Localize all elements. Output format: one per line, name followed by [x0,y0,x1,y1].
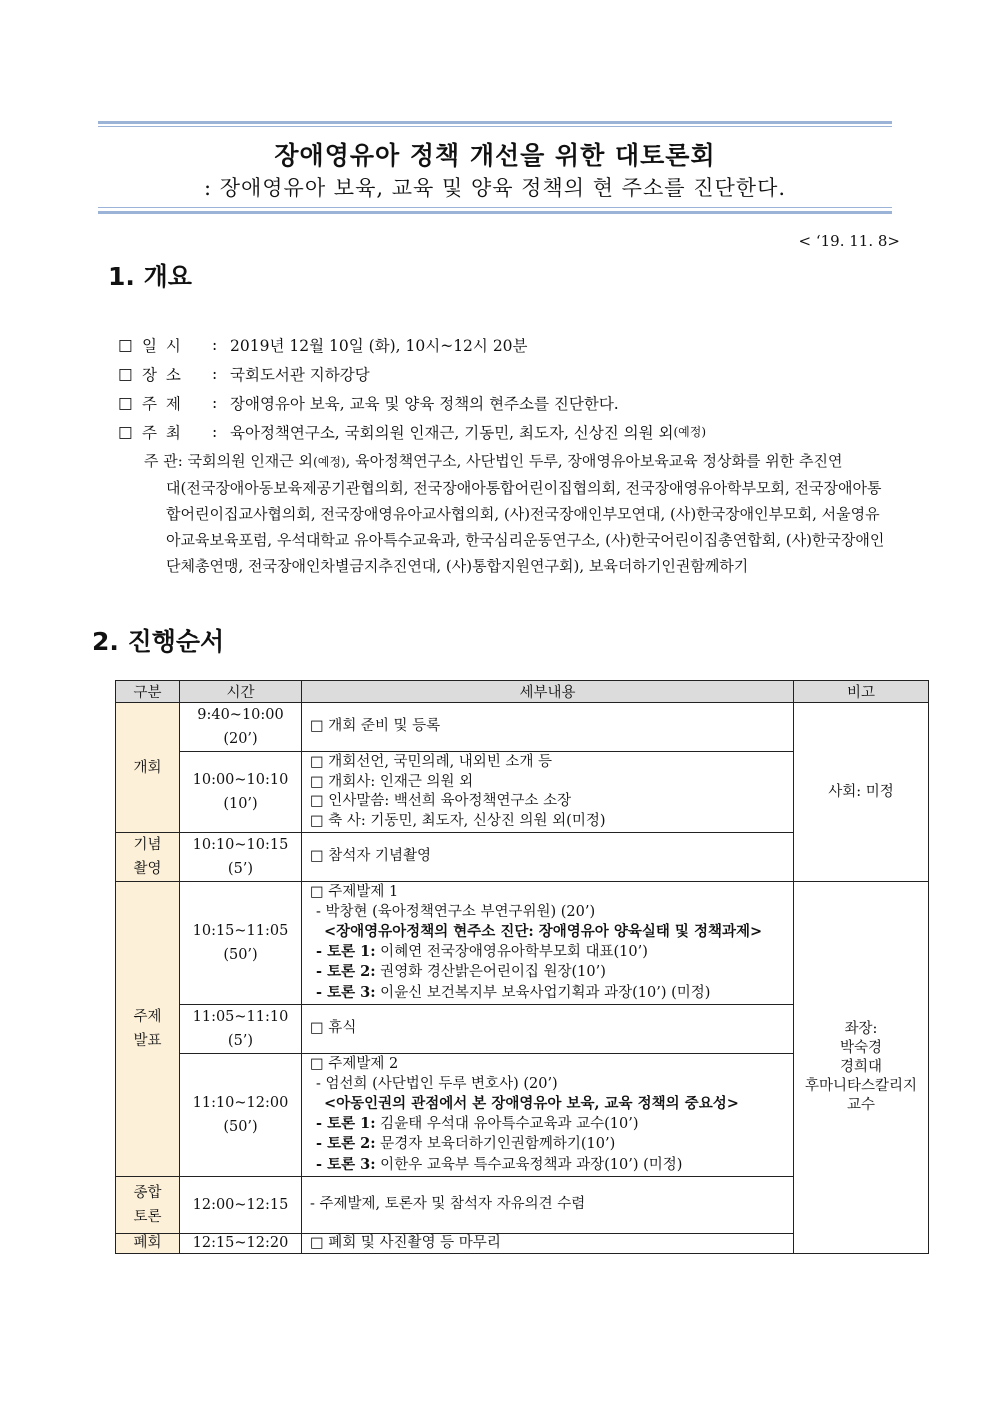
overview-value: 육아정책연구소, 국회의원 인재근, 기동민, 최도자, 신상진 의원 외 [230,423,674,442]
overview-value: 국회도서관 지하강당 [230,365,370,384]
time-range: 11:10~12:00 [192,1095,289,1111]
time-range: 9:40~10:00 [197,707,284,723]
overview-colon: : [212,364,218,383]
detail-line: - 엄선희 (사단법인 두루 변호사) (20’) [316,1075,558,1092]
checkbox-bullet: □ [118,422,133,441]
discussant-text: 문경자 보육더하기인권함께하기(10’) [375,1136,616,1152]
detail-line: □ 개회 준비 및 등록 [310,718,441,735]
time-cell: 12:00~12:15 [180,1177,302,1234]
duration: (50’) [223,1119,258,1135]
detail-cell [302,1177,794,1234]
time-range: 11:05~11:10 [192,1009,289,1025]
category-cell [116,833,180,882]
discussant-label: - 토론 3: [316,983,376,1001]
time-cell: 12:15~12:20 [180,1234,302,1254]
overview-value: 장애영유아 보육, 교육 및 양육 정책의 현주소를 진단한다. [230,394,619,413]
detail-cell [302,752,794,833]
document-subtitle: : 장애영유아 보육, 교육 및 양육 정책의 현 주소를 진단한다. [203,176,787,200]
discussant-label: - 토론 2: [316,963,376,980]
time-range: 10:00~10:10 [192,772,289,788]
category-text: 촬영 [133,861,162,877]
category-text: 기념 [133,837,162,853]
detail-line: □ 개회선언, 국민의례, 내외빈 소개 등 [310,754,553,770]
title-rule-bottom [98,211,892,214]
category-cell [116,882,180,1177]
time-cell [180,1054,302,1177]
note-line: 좌장: [844,1021,878,1037]
checkbox-bullet: □ [118,393,133,412]
category-text: 토론 [133,1209,162,1225]
table-row [116,882,929,1005]
note-line: 박숙경 [839,1040,883,1056]
duration: (10’) [223,796,258,812]
column-header-details: 세부내용 [302,681,794,703]
detail-cell [302,1054,794,1177]
overview-colon: : [212,393,218,412]
co-host-label: 주 관: [144,452,183,470]
co-host-line [144,448,904,475]
overview-item-place [118,359,908,388]
discussant-line [310,1134,785,1155]
note-line: 후마니타스칼리지 [804,1078,918,1094]
detail-cell [302,882,794,1005]
detail-cell [302,1234,794,1254]
column-header-remarks: 비고 [794,681,929,703]
discussant-line [310,983,785,1004]
co-host-line: 대(전국장애아동보육제공기관협의회, 전국장애아통합어린이집협의회, 전국장애영유아학부모회, 전국장애아통 [166,479,882,497]
section-heading-schedule: 2. 진행순서 [92,627,225,656]
detail-cell [302,1005,794,1054]
category-cell: 개회 [116,703,180,833]
co-host-text: , 육아정책연구소, 사단법인 두루, 장애영유아보육교육 정상화를 위한 추진연 [345,452,843,470]
detail-line: □ 인사말씀: 백선희 육아정책연구소 소장 [310,793,572,809]
column-header-time: 시간 [180,681,302,703]
schedule-table [115,680,929,1254]
title-rule-top [98,121,892,124]
overview-colon: : [212,422,218,441]
detail-cell [302,833,794,882]
discussant-label: - 토론 3: [316,1155,376,1173]
section-heading-overview: 1. 개요 [108,262,192,291]
time-cell [180,833,302,882]
discussant-line [310,1114,785,1135]
detail-line: □ 개회사: 인재근 의원 외 [310,773,474,790]
overview-colon: : [212,335,218,354]
discussant-label: - 토론 1: [316,1114,376,1132]
discussant-line [310,962,785,983]
category-text: 주제 [133,1009,162,1025]
discussant-line [310,1155,785,1176]
overview-list [118,330,908,579]
discussant-text: 이한우 교육부 특수교육정책과 과장(10’) (미정) [375,1156,683,1173]
note-cell: 사회: 미정 [794,703,929,882]
checkbox-bullet: □ [118,335,133,354]
detail-line: - 주제발제, 토론자 및 참석자 자유의견 수렴 [310,1196,586,1213]
overview-value: 2019년 12월 10일 (화), 10시~12시 20분 [230,336,528,355]
discussant-text: 이혜연 전국장애영유아학부모회 대표(10’) [375,943,648,960]
category-text: 종합 [133,1185,162,1201]
overview-label: 장 소 [142,365,183,384]
discussant-text: 이윤신 보건복지부 보육사업기획과 과장(10’) (미정) [375,984,711,1001]
discussant-text: 김윤태 우석대 유아특수교육과 교수(10’) [375,1115,639,1132]
category-cell [116,1177,180,1234]
table-row [116,703,929,752]
document-date: < ‘19. 11. 8> [798,232,900,250]
co-host-paragraph [144,448,904,579]
column-header-category: 구분 [116,681,180,703]
checkbox-bullet: □ [118,364,133,383]
note-cell [794,882,929,1254]
co-host-line: 합어린이집교사협의회, 전국장애영유아교사협의회, (사)전국장애인부모연대, (사)한국장애인부모회, 서울영유 [166,505,880,523]
overview-label: 일 시 [142,336,183,355]
time-cell [180,752,302,833]
detail-line: □ 폐회 및 사진촬영 등 마무리 [310,1235,501,1251]
category-cell: 폐회 [116,1234,180,1254]
co-host-tentative-note: (예정) [313,455,346,469]
overview-label: 주 제 [142,394,183,413]
duration: (50’) [223,947,258,963]
time-range: 10:10~10:15 [192,837,289,853]
discussant-text: 권영화 경산밝은어린이집 원장(10’) [375,964,606,980]
overview-label: 주 최 [142,423,183,442]
duration: (20’) [223,731,258,747]
table-header-row [116,681,929,703]
overview-tentative-note: (예정) [673,425,707,439]
overview-item-topic [118,388,908,417]
overview-item-date [118,330,908,359]
category-text: 발표 [133,1033,162,1049]
discussant-label: - 토론 2: [316,1135,376,1152]
detail-line: □ 주제발제 1 [310,884,399,900]
duration: (5’) [227,1033,254,1049]
detail-line: - 박창현 (육아정책연구소 부연구위원) (20’) [316,903,596,920]
co-host-line: 단체총연맹, 전국장애인차별금지추진연대, (사)통합지원연구회), 보육더하기인권함께하기 [166,557,749,575]
presentation-title: <장애영유아정책의 현주소 진단: 장애영유아 양육실태 및 정책과제> [324,923,763,940]
detail-line: □ 주제발제 2 [310,1056,399,1072]
time-cell [180,1005,302,1054]
co-host-text: 국회의원 인재근 외 [187,452,314,470]
document-title: 장애영유아 정책 개선을 위한 대토론회 [274,141,716,170]
overview-item-organizer [118,417,908,446]
discussant-label: - 토론 1: [316,942,376,960]
co-host-line: 아교육보육포럼, 우석대학교 유아특수교육과, 한국심리운동연구소, (사)한국어린이집총연합회, (사)한국장애인 [166,531,885,549]
detail-cell [302,703,794,752]
time-cell [180,703,302,752]
note-line: 경희대 [839,1059,883,1075]
detail-line: □ 참석자 기념촬영 [310,848,431,865]
note-line: 교수 [846,1097,875,1113]
discussant-line [310,942,785,963]
time-range: 10:15~11:05 [192,923,289,939]
time-cell [180,882,302,1005]
duration: (5’) [227,861,254,877]
detail-line: □ 휴식 [310,1020,357,1037]
detail-line: □ 축 사: 기동민, 최도자, 신상진 의원 외(미정) [310,812,606,829]
presentation-title: <아동인권의 관점에서 본 장애영유아 보육, 교육 정책의 중요성> [324,1095,739,1112]
